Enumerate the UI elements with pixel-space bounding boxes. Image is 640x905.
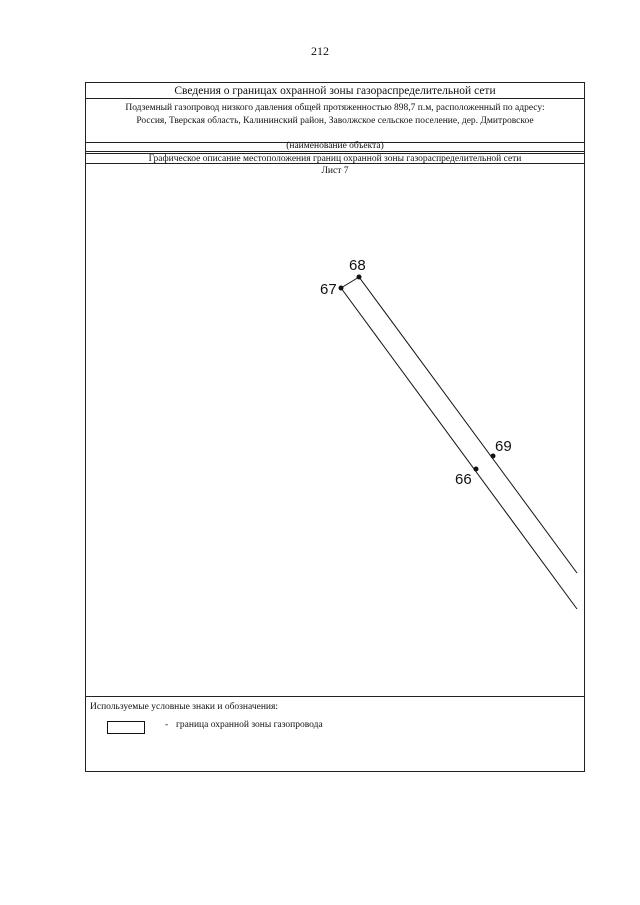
point-label-68: 68 [349,257,366,274]
page-number: 212 [311,44,329,58]
document-frame [85,82,585,772]
description-line-1: Подземный газопровод низкого давления общей протяженностью 898,7 п.м, расположенный по адресу: [125,103,545,113]
boundary-line-67-end [341,288,577,609]
legend-boundary-symbol [107,721,145,734]
legend-dash: - [165,720,169,730]
boundary-line-68-end [359,277,577,573]
point-66-marker [474,467,479,472]
legend [86,696,584,772]
object-name-caption: (наименование объекта) [86,140,584,152]
boundary-drawing [86,178,584,691]
document-title: Сведения о границах охранной зоны газораспределительной сети [86,83,584,99]
graphic-description-heading: Графическое описание местоположения границ охранной зоны газораспределительной сети [86,153,584,164]
point-68-marker [357,275,362,280]
point-label-69: 69 [495,438,512,455]
object-description [86,99,584,143]
sheet-label: Лист 7 [321,166,349,176]
legend-item-text: граница охранной зоны газопровода [176,720,323,730]
legend-title: Используемые условные знаки и обозначения: [90,702,279,712]
point-label-67: 67 [320,281,337,298]
boundary-line-67-68 [341,277,359,288]
description-line-2: Россия, Тверская область, Калининский район, Заволжское сельское поселение, дер. Дмитровское [136,116,534,126]
point-label-66: 66 [455,471,472,488]
point-67-marker [339,286,344,291]
